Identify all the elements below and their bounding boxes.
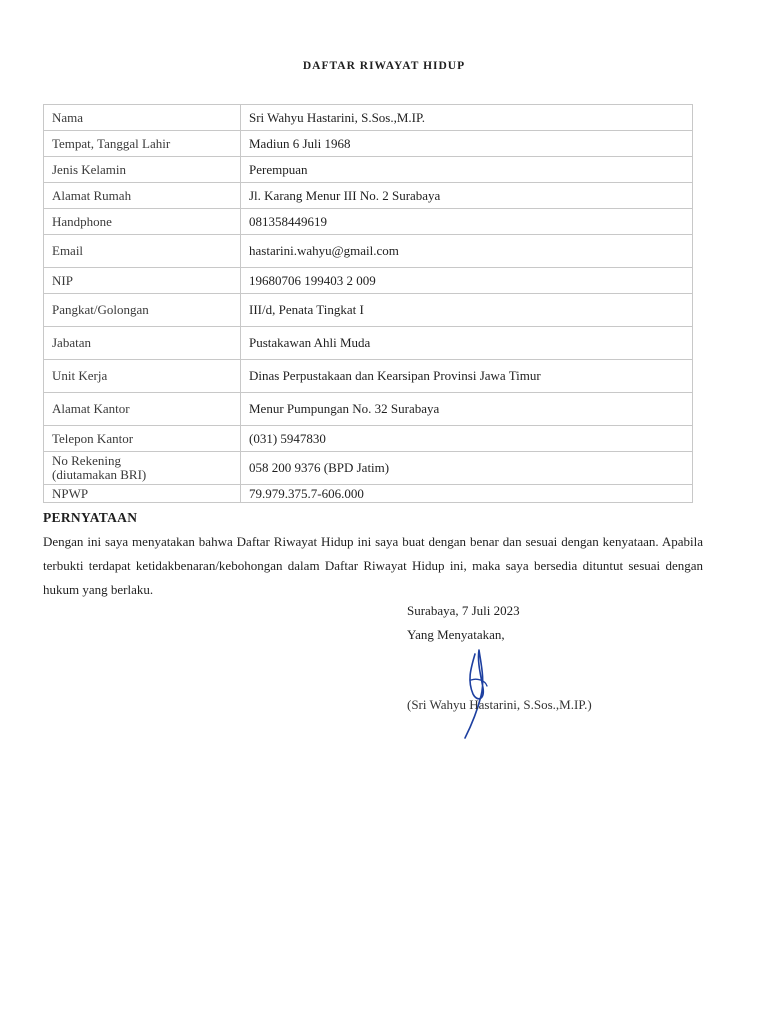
statement-body: Dengan ini saya menyatakan bahwa Daftar Riwayat Hidup ini saya buat dengan benar dan sesuai dengan kenyataan. Apabila terbukti terdapat ketidakbenaran/kebohongan dalam Daftar Riwayat Hidup ini, maka saya bersedia dituntut sesuai dengan hukum yang berlaku. (43, 534, 703, 597)
row-label: Email (44, 235, 241, 268)
row-label: Alamat Kantor (44, 393, 241, 426)
signer-name: (Sri Wahyu Hastarini, S.Sos.,M.IP.) (407, 697, 592, 712)
table-row (44, 105, 693, 131)
row-value: Sri Wahyu Hastarini, S.Sos.,M.IP. (241, 105, 693, 131)
row-value: Madiun 6 Juli 1968 (241, 131, 693, 157)
table-row (44, 452, 693, 485)
row-label: NIP (44, 268, 241, 294)
row-value: (031) 5947830 (241, 426, 693, 452)
table-row (44, 393, 693, 426)
table-row (44, 294, 693, 327)
row-label: No Rekening (52, 453, 121, 468)
table-row (44, 157, 693, 183)
table-row (44, 360, 693, 393)
row-label: Telepon Kantor (44, 426, 241, 452)
row-value: Jl. Karang Menur III No. 2 Surabaya (241, 183, 693, 209)
table-row (44, 327, 693, 360)
table-row (44, 131, 693, 157)
row-value: III/d, Penata Tingkat I (241, 294, 693, 327)
row-label: Jabatan (44, 327, 241, 360)
row-label: Handphone (44, 209, 241, 235)
row-value: 79.979.375.7-606.000 (241, 485, 693, 503)
row-label: Alamat Rumah (44, 183, 241, 209)
table-row (44, 235, 693, 268)
row-value: Dinas Perpustakaan dan Kearsipan Provinsi Jawa Timur (241, 360, 693, 393)
row-label-note: (diutamakan BRI) (52, 467, 147, 482)
row-value: 081358449619 (241, 209, 693, 235)
row-label-account (44, 452, 241, 485)
page-title: DAFTAR RIWAYAT HIDUP (302, 60, 466, 72)
statement-heading: PERNYATAAN (43, 510, 138, 525)
row-value: 058 200 9376 (BPD Jatim) (241, 452, 693, 485)
handwritten-signature (455, 640, 499, 740)
row-label: Pangkat/Golongan (44, 294, 241, 327)
signature-loop (471, 679, 487, 686)
table-row (44, 268, 693, 294)
table-row (44, 209, 693, 235)
row-label: Unit Kerja (44, 360, 241, 393)
row-label: Nama (44, 105, 241, 131)
table-row (44, 485, 693, 503)
row-label: Tempat, Tanggal Lahir (44, 131, 241, 157)
row-label: NPWP (44, 485, 241, 503)
row-value: 19680706 199403 2 009 (241, 268, 693, 294)
place-date: Surabaya, 7 Juli 2023 (407, 603, 520, 618)
row-label: Jenis Kelamin (44, 157, 241, 183)
biodata-table (43, 104, 693, 503)
row-value: Perempuan (241, 157, 693, 183)
signer-label: Yang Menyatakan, (407, 627, 505, 642)
table-row (44, 426, 693, 452)
table-row (44, 183, 693, 209)
row-value: Menur Pumpungan No. 32 Surabaya (241, 393, 693, 426)
row-value: Pustakawan Ahli Muda (241, 327, 693, 360)
row-value: hastarini.wahyu@gmail.com (241, 235, 693, 268)
signature-stroke (465, 650, 483, 738)
